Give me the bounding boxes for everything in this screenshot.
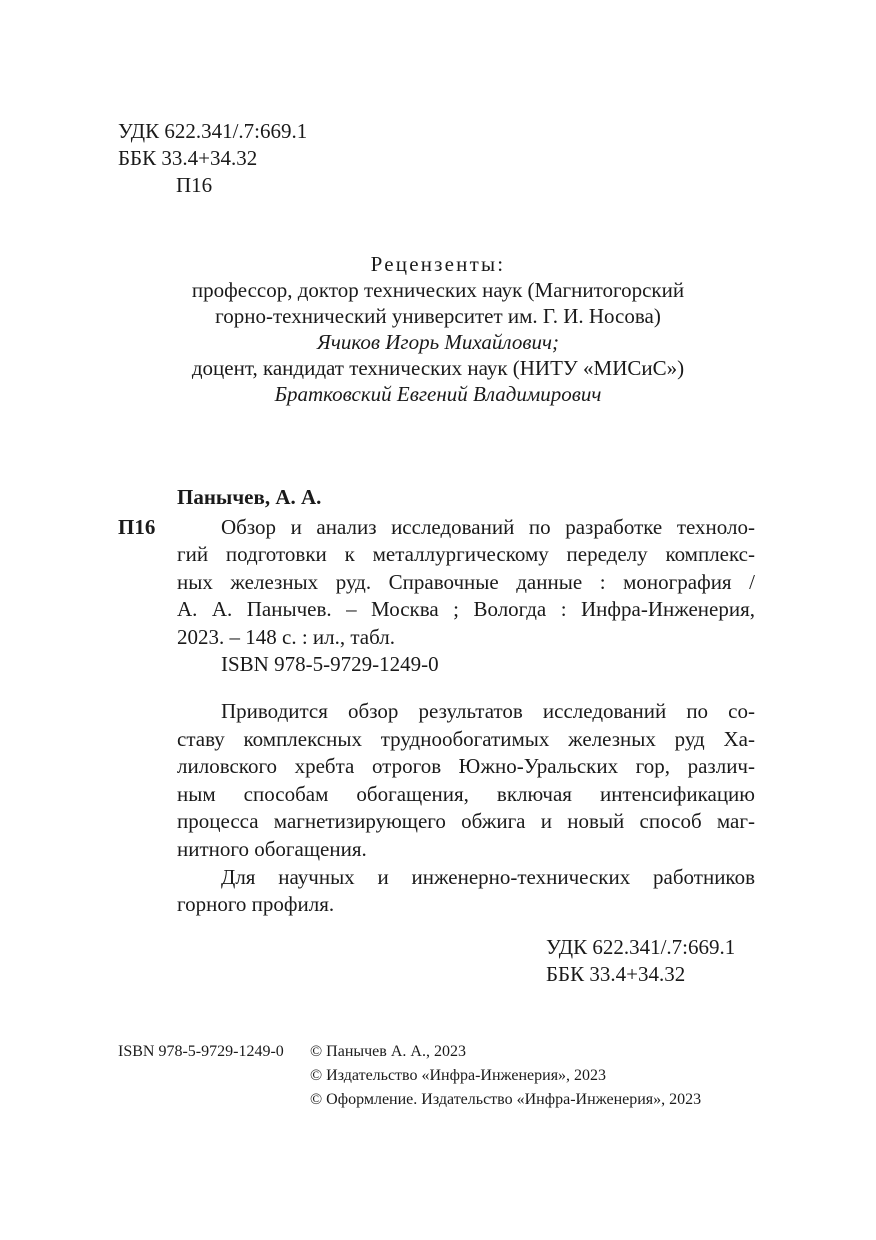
reviewer-1-name: Ячиков Игорь Михайлович; bbox=[317, 330, 559, 354]
reviewers-block bbox=[120, 251, 756, 407]
bbk-code: ББК 33.4+34.32 bbox=[118, 146, 258, 170]
classification-block bbox=[118, 118, 307, 199]
annotation-line: нитного обогащения. bbox=[177, 836, 367, 861]
bbk-code-right: ББК 33.4+34.32 bbox=[546, 962, 686, 986]
record-line: 2023. – 148 с. : ил., табл. bbox=[177, 624, 396, 649]
annotation-line: процесса магнетизирующего обжига и новый способ маг- bbox=[177, 809, 755, 834]
copyright-row bbox=[118, 1088, 701, 1112]
bibliographic-record bbox=[177, 514, 755, 678]
annotation-line: ставу комплексных труднообогатимых железных руд Ха- bbox=[177, 726, 755, 751]
copyright-row bbox=[118, 1040, 701, 1064]
record-isbn: ISBN 978-5-9729-1249-0 bbox=[221, 652, 439, 677]
udc-code: УДК 622.341/.7:669.1 bbox=[118, 119, 308, 143]
reviewer-1-affiliation: профессор, доктор технических наук (Магнитогорский bbox=[191, 278, 685, 302]
reviewer-2-name: Братковский Евгений Владимирович bbox=[274, 382, 602, 406]
copyright-design: © Оформление. Издательство «Инфра-Инженерия», 2023 bbox=[310, 1091, 702, 1108]
classification-block-right bbox=[546, 934, 735, 988]
record-author-mark: П16 bbox=[118, 515, 156, 539]
copyright-row bbox=[118, 1064, 701, 1088]
udc-code-right: УДК 622.341/.7:669.1 bbox=[546, 935, 736, 959]
record-line: гий подготовки к металлургическому переделу комплекс- bbox=[177, 542, 755, 567]
record-line: А. А. Панычев. – Москва ; Вологда : Инфра-Инженерия, bbox=[177, 597, 755, 622]
record-line: ных железных руд. Справочные данные : монография / bbox=[177, 569, 755, 594]
record-author: Панычев, А. А. bbox=[177, 485, 322, 509]
annotation-line: лиловского хребта отрогов Южно-Уральских гор, различ- bbox=[177, 754, 755, 779]
copyright-block bbox=[118, 1040, 701, 1112]
copyright-publisher: © Издательство «Инфра-Инженерия», 2023 bbox=[310, 1067, 607, 1084]
audience-line: Для научных и инженерно-технических работников bbox=[221, 864, 755, 889]
annotation-line: ным способам обогащения, включая интенсификацию bbox=[177, 781, 755, 806]
copyright-isbn: ISBN 978-5-9729-1249-0 bbox=[118, 1043, 284, 1060]
record-line: Обзор и анализ исследований по разработке техноло- bbox=[221, 515, 755, 539]
reviewer-1-affiliation-cont: горно-технический университет им. Г. И. Носова) bbox=[215, 304, 661, 328]
annotation bbox=[177, 698, 755, 919]
audience-line: горного профиля. bbox=[177, 892, 335, 917]
annotation-line: Приводится обзор результатов исследований по со- bbox=[221, 699, 755, 723]
reviewer-2-affiliation: доцент, кандидат технических наук (НИТУ «МИСиС») bbox=[191, 356, 685, 380]
author-mark: П16 bbox=[176, 173, 213, 197]
copyright-author: © Панычев А. А., 2023 bbox=[310, 1043, 466, 1060]
reviewers-heading: Рецензенты: bbox=[370, 252, 506, 276]
